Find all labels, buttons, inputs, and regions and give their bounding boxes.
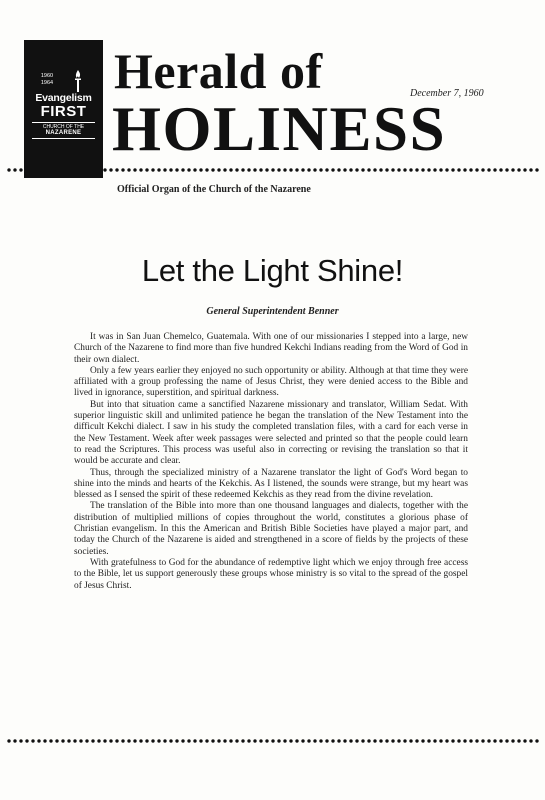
badge-church-of-the: CHURCH OF THE — [42, 124, 85, 130]
badge-year-start: 1960 — [40, 73, 54, 79]
masthead — [0, 0, 545, 200]
masthead-title-bottom: HOLINESS — [112, 94, 447, 164]
article-paragraph: With gratefulness to God for the abundance of redemptive light which we enjoy through free access to the Bible, let us support generously these groups whose ministry is so vital to the spread of the gospel of Jesus Christ. — [74, 557, 468, 591]
article-body — [74, 332, 468, 592]
issue-date: December 7, 1960 — [410, 88, 484, 99]
evangelism-first-badge — [24, 40, 103, 178]
bottom-dotted-rule — [6, 738, 540, 744]
badge-first: FIRST — [40, 103, 87, 120]
badge-church-name — [32, 122, 95, 139]
badge-evangelism: Evangelism — [35, 92, 92, 104]
top-dotted-rule — [6, 167, 540, 173]
torch-icon — [72, 70, 84, 92]
article-paragraph: But into that situation came a sanctified Nazarene missionary and translator, William Sedat. With superior linguistic skill and unlimited patience he began the translation of the New Testament into the difficult Kekchi dialect. I saw in his study the completed translation files, with a card for each verse in the New Testament. Week after week passages were selected and printed so that the people could learn to read the Scriptures. This process was useful also in correcting or revising the translation so that it would be accurate and clear. — [74, 399, 468, 467]
article-paragraph: It was in San Juan Chemelco, Guatemala. With one of our missionaries I stepped into a large, new Church of the Nazarene to find more than five hundred Kekchi Indians reading from the Word of God in their own dialect. — [74, 332, 468, 365]
badge-nazarene: NAZARENE — [45, 130, 82, 136]
official-organ-line: Official Organ of the Church of the Nazarene — [117, 184, 311, 195]
badge-years — [34, 73, 60, 87]
article-paragraph: Thus, through the specialized ministry of a Nazarene translator the light of God's Word began to shine into the minds and hearts of the Kekchis. As I listened, the sounds were strange, but my heart was blessed as I sensed the spirit of these redeemed Kekchis as they read from the divine revelation. — [74, 467, 468, 501]
article-paragraph: Only a few years earlier they enjoyed no such opportunity or ability. Although at that time they were affiliated with a group professing the name of Jesus Christ, they were denied access to the Bible and lived in ignorance, superstition, and spiritual darkness. — [74, 365, 468, 399]
article-headline: Let the Light Shine! — [141, 253, 404, 288]
masthead-title-top: Herald of — [114, 43, 323, 99]
article-byline: General Superintendent Benner — [206, 306, 339, 317]
article-paragraph: The translation of the Bible into more than one thousand languages and dialects, together with the distribution of multiplied millions of copies throughout the world, constitutes a glorious phase of Christian evangelism. In this the American and British Bible Societies have played a major part, and today the Church of the Nazarene is aided and strengthened in a score of fields by the projects of these societies. — [74, 501, 468, 557]
badge-year-end: 1964 — [40, 80, 54, 86]
